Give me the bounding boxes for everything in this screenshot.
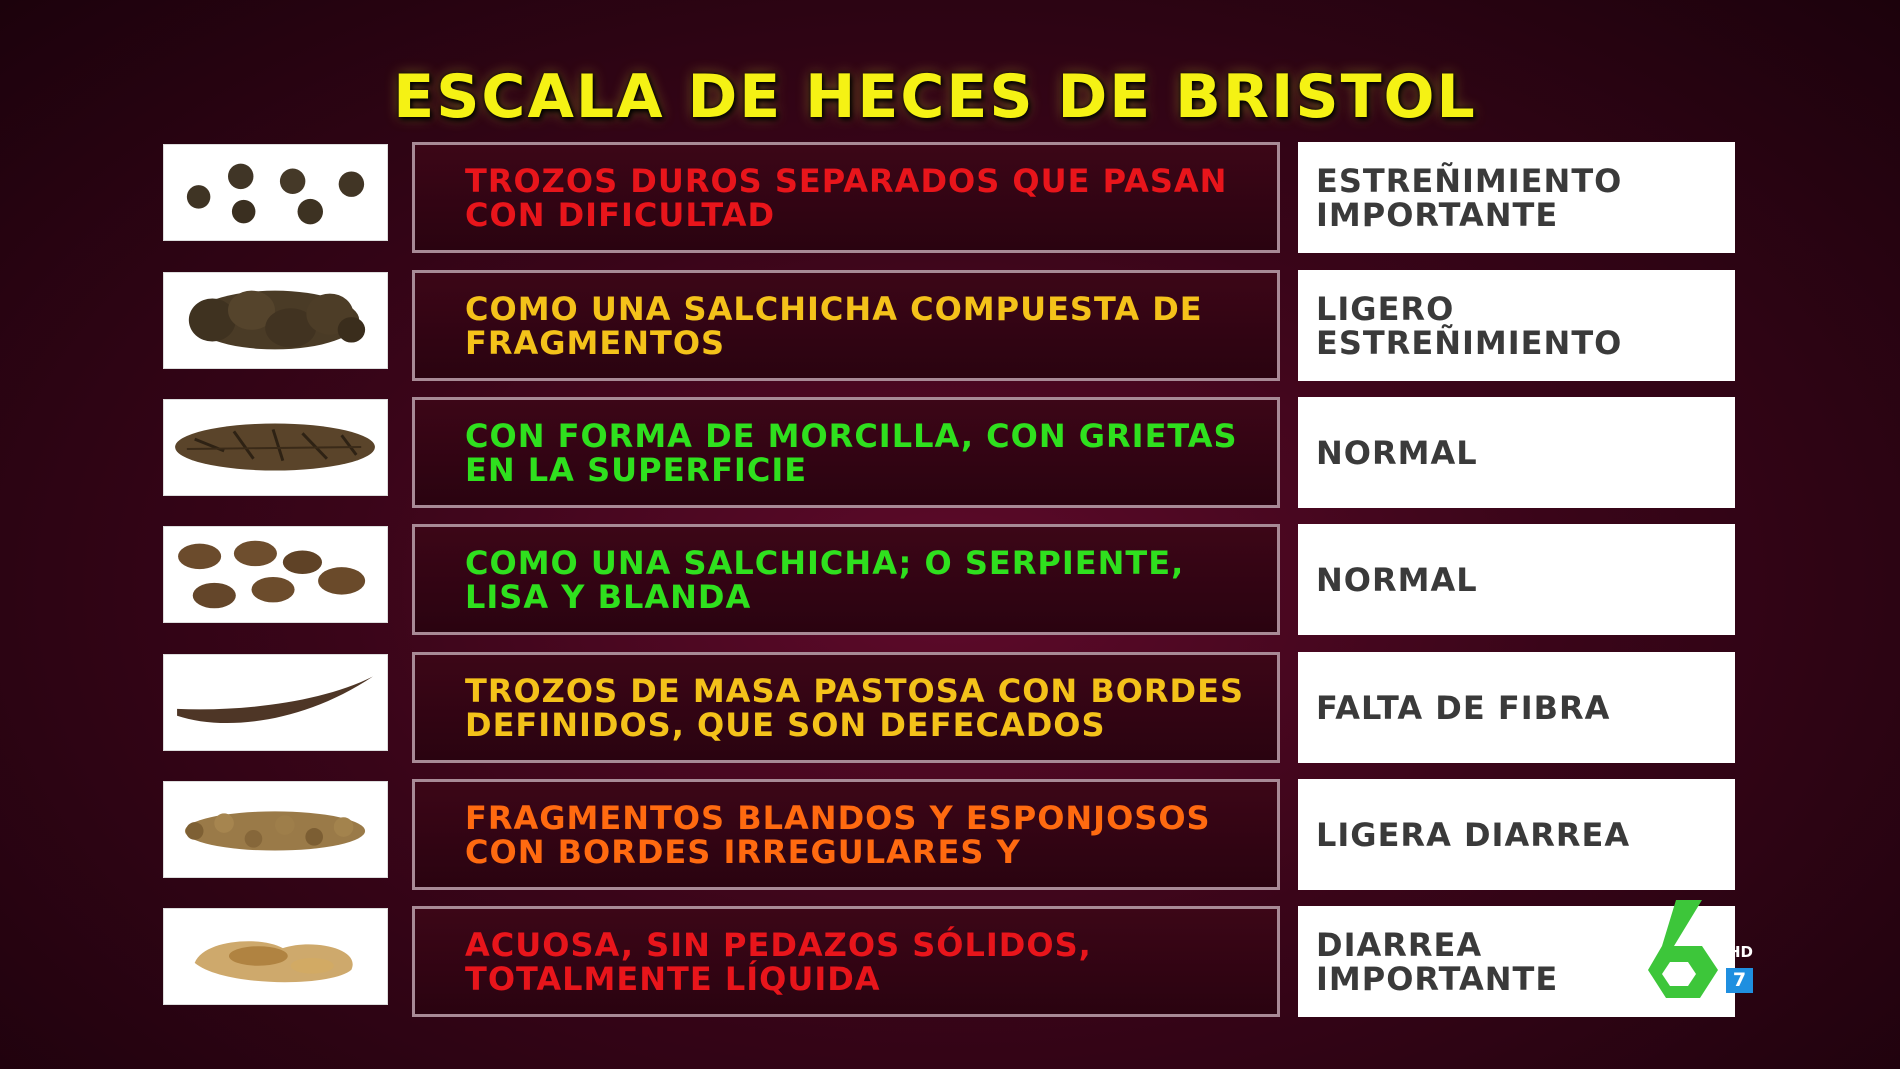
description-box — [412, 906, 1280, 1017]
cracked-sausage-image — [163, 399, 388, 496]
lasexta-6-logo — [1626, 898, 1756, 1003]
scale-row — [0, 652, 1900, 763]
description-box — [412, 270, 1280, 381]
result-text: ESTREÑIMIENTO IMPORTANTE — [1316, 161, 1623, 234]
description-box — [412, 142, 1280, 253]
result-text: NORMAL — [1316, 433, 1478, 472]
description-box — [412, 652, 1280, 763]
result-box — [1298, 397, 1735, 508]
result-box — [1298, 270, 1735, 381]
description-text: ACUOSA, SIN PEDAZOS SÓLIDOS, TOTALMENTE LÍQUIDA — [465, 925, 1092, 998]
result-box — [1298, 142, 1735, 253]
soft-blobs-image — [163, 526, 388, 623]
scale-row — [0, 270, 1900, 381]
description-box — [412, 524, 1280, 635]
result-box — [1298, 652, 1735, 763]
description-text: CON FORMA DE MORCILLA, CON GRIETAS EN LA SUPERFICIE — [465, 416, 1238, 489]
liquid-puddle-image — [163, 908, 388, 1005]
smooth-snake-image — [163, 654, 388, 751]
result-box — [1298, 779, 1735, 890]
mushy-pieces-image — [163, 781, 388, 878]
result-text: LIGERA DIARREA — [1316, 815, 1631, 854]
result-text: DIARREA IMPORTANTE — [1316, 925, 1559, 998]
description-text: FRAGMENTOS BLANDOS Y ESPONJOSOS CON BORDES IRREGULARES Y — [465, 798, 1211, 871]
description-text: TROZOS DUROS SEPARADOS QUE PASAN CON DIFICULTAD — [465, 161, 1228, 234]
scale-row — [0, 397, 1900, 508]
lumpy-sausage-image — [163, 272, 388, 369]
description-text: COMO UNA SALCHICHA; O SERPIENTE, LISA Y BLANDA — [465, 543, 1185, 616]
scale-row — [0, 142, 1900, 253]
description-text: TROZOS DE MASA PASTOSA CON BORDES DEFINIDOS, QUE SON DEFECADOS — [465, 671, 1245, 744]
description-box — [412, 779, 1280, 890]
result-text: NORMAL — [1316, 560, 1478, 599]
description-text: COMO UNA SALCHICHA COMPUESTA DE FRAGMENTOS — [465, 289, 1203, 362]
page-title: ESCALA DE HECES DE BRISTOL — [393, 62, 1477, 132]
scale-row — [0, 779, 1900, 890]
hard-lumps-image — [163, 144, 388, 241]
scale-row — [0, 524, 1900, 635]
hd-badge: HD — [1728, 943, 1754, 961]
description-box — [412, 397, 1280, 508]
result-text: FALTA DE FIBRA — [1316, 688, 1611, 727]
result-box — [1298, 524, 1735, 635]
channel-number-badge: 7 — [1726, 968, 1753, 993]
result-text: LIGERO ESTREÑIMIENTO — [1316, 289, 1623, 362]
scale-row — [0, 906, 1900, 1017]
